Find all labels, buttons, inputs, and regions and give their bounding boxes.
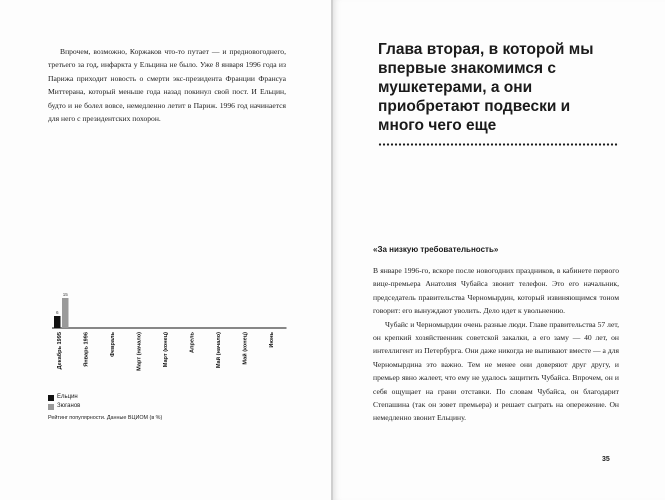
chart-source: Рейтинг популярности. Данные ВЦИОМ (в %) bbox=[48, 415, 163, 421]
data-label-yeltsin-0: 6 bbox=[55, 310, 59, 315]
right-paragraph-2: Чубайс и Черномырдин очень разные люди. Главе правительства 57 лет, он крепкий хозяйственник советской закалки, а его заму — 40 лет, он интеллигент из Петербурга. Они даже никогда не выпивают вместе — а для Черномырдина это важно. Тем не менее они доверяют друг другу, и премьер явно жалеет, что ему не удалось защитить Чубайса. Впрочем, он и себя ощущает на грани отставки. По словам Чубайса, он благодарит Степашина (так он зовет премьера) и решает сыграть на опережение. Он немедленно звонит Ельцину. bbox=[373, 319, 619, 423]
x-tick-label-4: Март (конец) bbox=[163, 332, 169, 368]
right-body bbox=[373, 264, 619, 425]
chapter-title: Глава вторая, в которой мы впервые знакомимся с мушкетерами, а они приобретают подвески и много чего еще bbox=[378, 41, 594, 134]
x-tick-label-0: Декабрь 1995 bbox=[57, 332, 63, 370]
data-label-zyuganov-0: 15 bbox=[62, 292, 68, 297]
x-tick-label-7: Май (конец) bbox=[242, 332, 249, 365]
bar-zyuganov-0 bbox=[62, 298, 69, 328]
page-number: 35 bbox=[602, 456, 610, 463]
rating-chart bbox=[46, 270, 296, 430]
legend-item-zyuganov bbox=[48, 402, 80, 411]
chart-svg bbox=[46, 270, 296, 390]
chart-legend bbox=[48, 393, 80, 411]
legend-swatch-yeltsin bbox=[48, 395, 54, 401]
dotted-divider bbox=[378, 143, 618, 146]
x-tick-label-8: Июнь bbox=[269, 332, 275, 348]
legend-swatch-zyuganov bbox=[48, 404, 54, 410]
x-tick-label-3: Март (начало) bbox=[136, 332, 143, 371]
right-paragraph-1: В январе 1996-го, вскоре после новогодних праздников, в кабинете первого вице-премьера Анатолия Чубайса звонит телефон. Это его начальник, председатель правительства Черномырдин, который извиняющимся тоном говорит: его вынуждают уволить. Дело идет к увольнению. bbox=[373, 266, 619, 316]
book-gutter bbox=[331, 0, 333, 500]
legend-label-zyuganov: Зюганов bbox=[57, 403, 81, 409]
section-heading: «За низкую требовательность» bbox=[373, 245, 499, 254]
x-tick-label-2: Февраль bbox=[110, 332, 116, 357]
x-tick-label-5: Апрель bbox=[189, 332, 196, 353]
legend-item-yeltsin bbox=[48, 393, 80, 402]
legend-label-yeltsin: Ельцин bbox=[57, 394, 78, 400]
x-tick-label-1: Январь 1996 bbox=[83, 332, 90, 367]
left-paragraph: Впрочем, возможно, Коржаков что-то путает — и предновогоднего, третьего за год, инфаркта у Ельцина не было. Уже 8 января 1996 года из Парижа приходит новость о смерти экс-президента Франции Франсуа Миттерана, который меньше года назад покинул свой пост. И Ельцин, будто и не болел вовсе, немедленно летит в Париж. 1996 год начинается для него с президентских похорон. bbox=[48, 47, 286, 124]
bar-yeltsin-0 bbox=[54, 316, 61, 328]
x-tick-label-6: Май (начало) bbox=[216, 332, 222, 369]
